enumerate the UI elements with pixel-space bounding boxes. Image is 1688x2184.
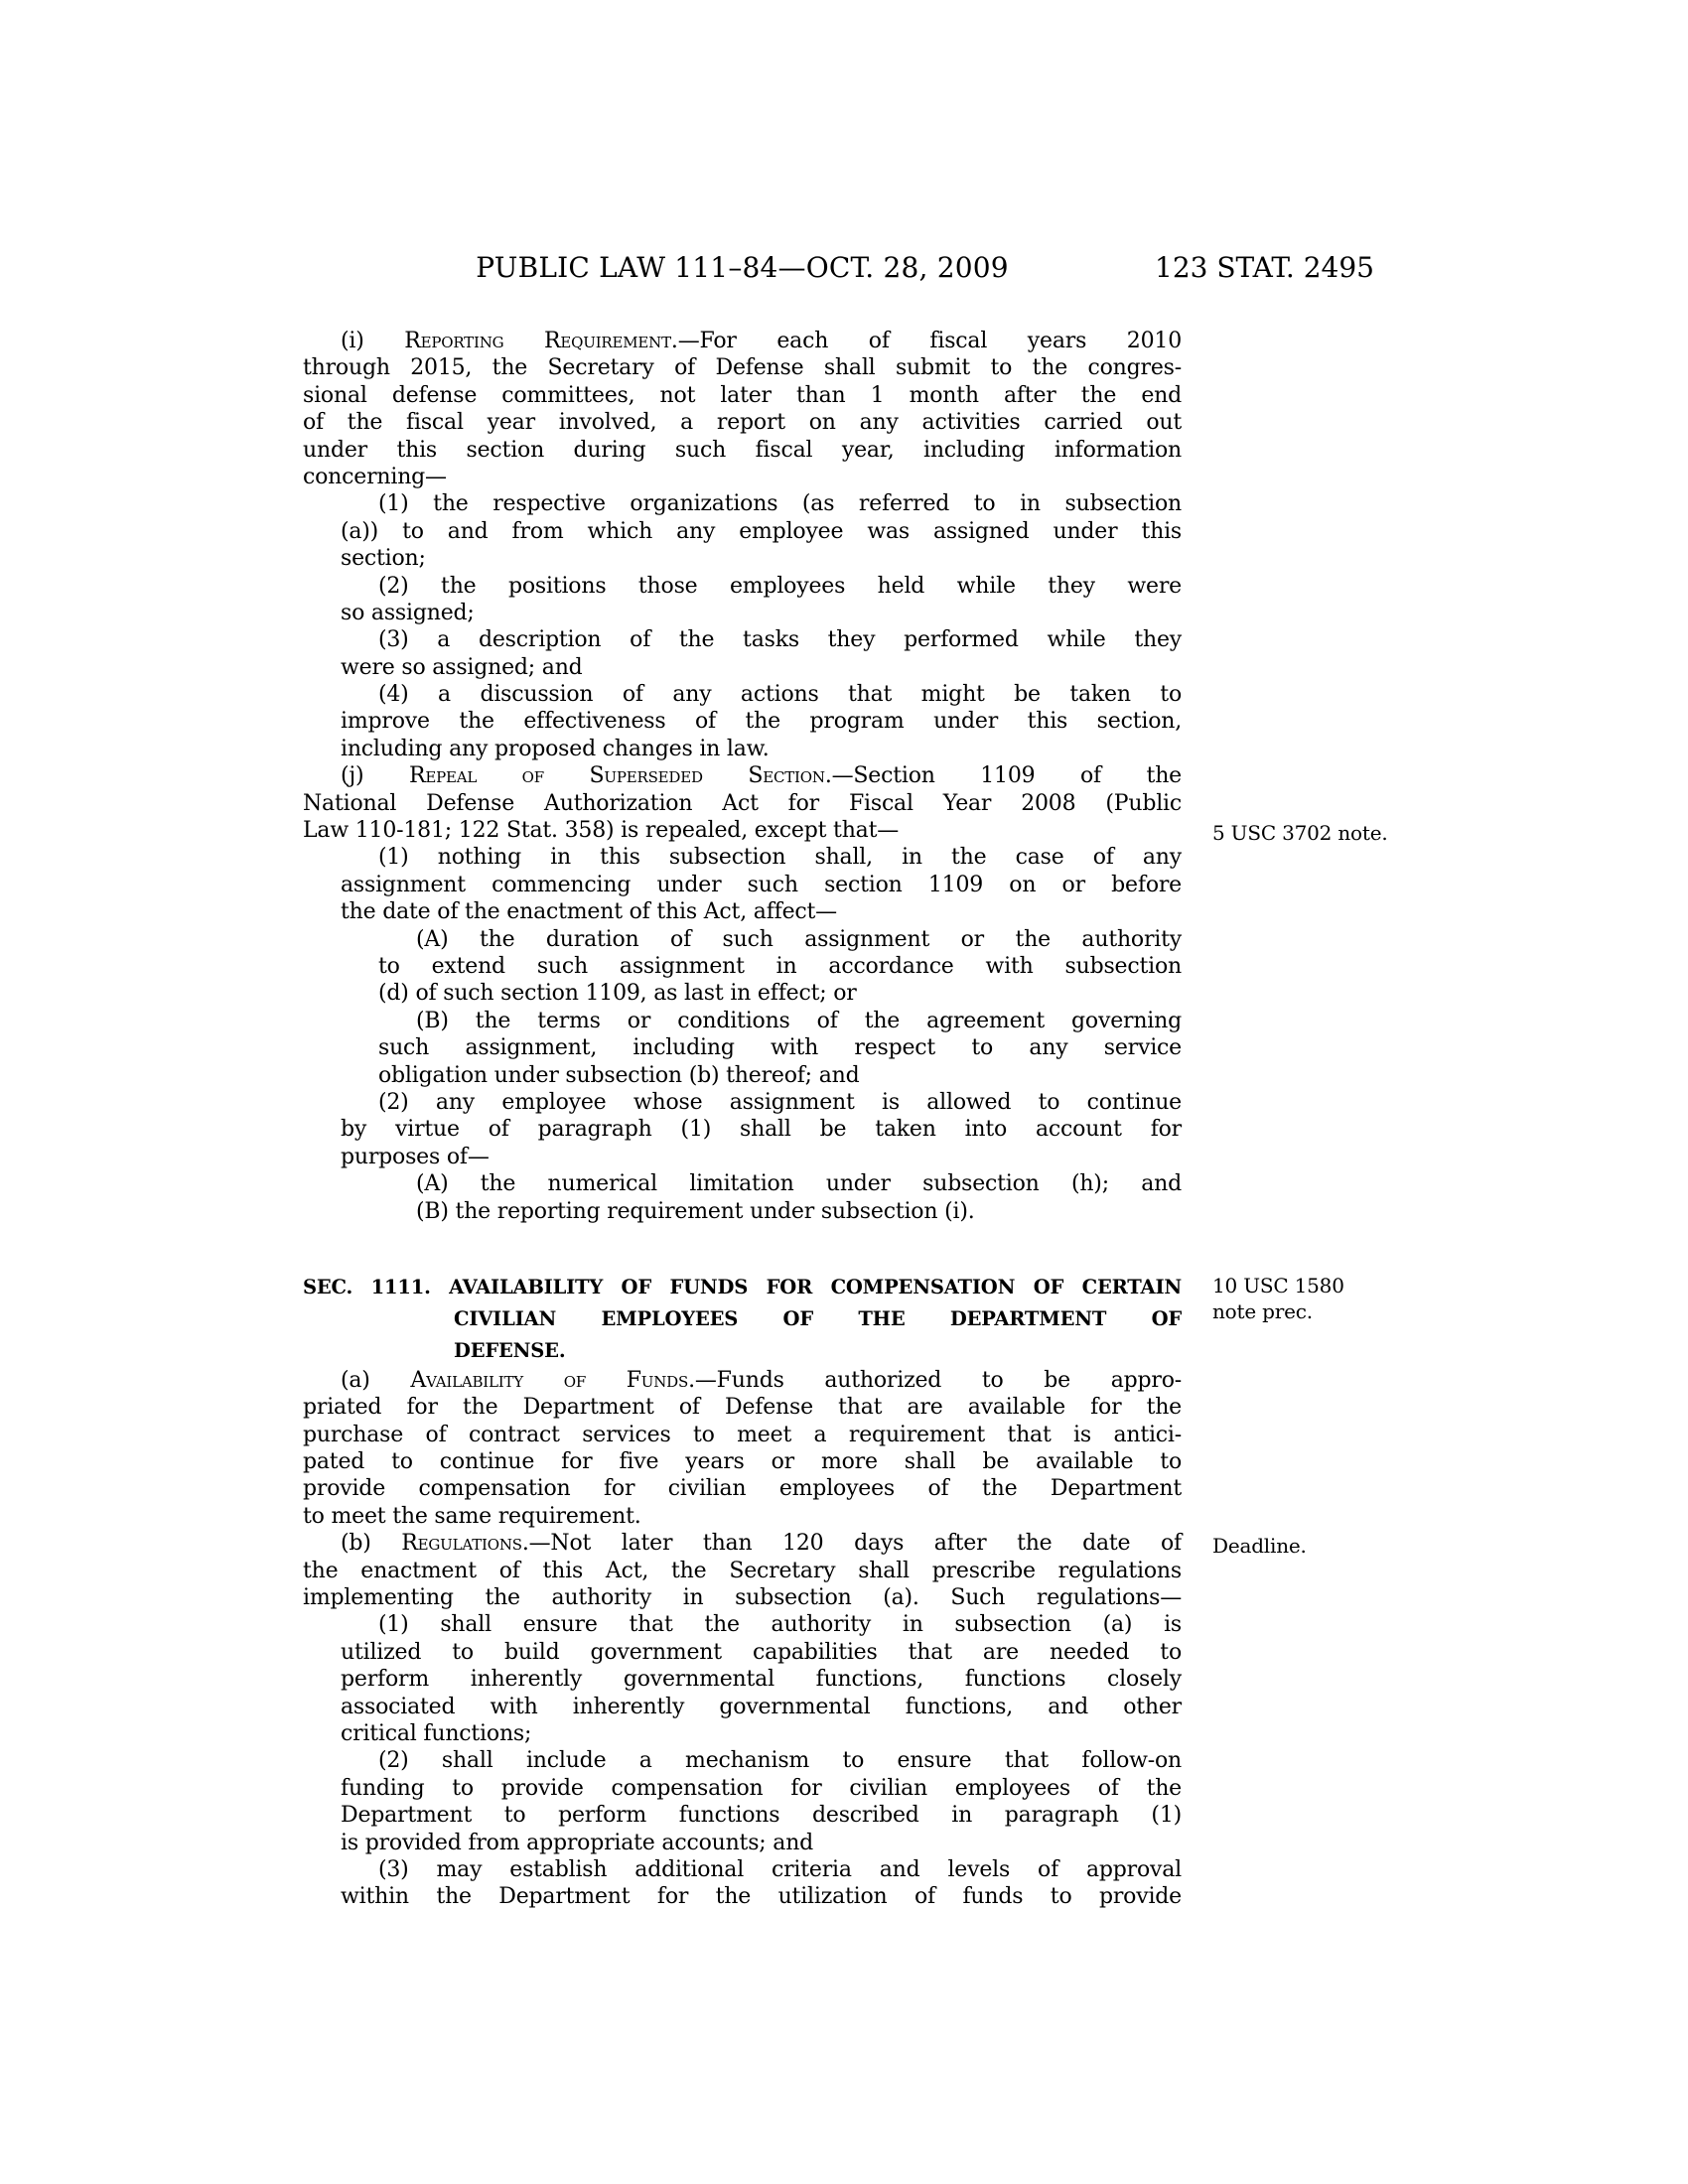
text-run: such assignment, including with respect to any service	[378, 1035, 1182, 1061]
text-line	[303, 1008, 1182, 1034]
text-run: (B) the reporting requirement under subsection (i).	[416, 1198, 975, 1224]
text-run: (A) the numerical limitation under subsection (h); and	[416, 1171, 1182, 1197]
text-run: Law 110-181; 122 Stat. 358) is repealed, except that—	[303, 818, 900, 844]
text-line	[303, 817, 1182, 844]
text-line	[303, 681, 1182, 708]
text-run: (1) shall ensure that the authority in subsection (a) is	[378, 1612, 1182, 1638]
text-run: obligation under subsection (b) thereof; and	[378, 1062, 860, 1088]
text-line	[303, 1720, 1182, 1747]
text-run: (2) shall include a mechanism to ensure that follow-on	[378, 1748, 1182, 1774]
text-line	[303, 1475, 1182, 1502]
text-line	[303, 953, 1182, 980]
text-line	[303, 490, 1182, 517]
text-run: (3) may establish additional criteria and levels of approval	[378, 1856, 1182, 1882]
margin-note-usc-3702: 5 USC 3702 note.	[1212, 821, 1388, 845]
text-line	[303, 1883, 1182, 1910]
text-run: purposes of—	[341, 1144, 490, 1169]
text-run: .—Section 1109 of the	[824, 763, 1182, 789]
text-line	[303, 1170, 1182, 1197]
text-run: is provided from appropriate accounts; and	[341, 1830, 814, 1855]
text-run: (B) the terms or conditions of the agreement governing	[416, 1008, 1182, 1033]
text-line	[303, 762, 1182, 789]
text-line	[303, 708, 1182, 735]
text-line	[303, 1856, 1182, 1883]
text-run: the enactment of this Act, the Secretary shall prescribe regulations	[303, 1558, 1182, 1583]
text-run: (4) a discussion of any actions that might be taken to	[378, 682, 1182, 708]
text-run: implementing the authority in subsection (a). Such regulations—	[303, 1585, 1182, 1611]
text-line	[303, 1611, 1182, 1638]
text-line	[303, 1584, 1182, 1611]
text-run: (2) the positions those employees held while they were	[378, 573, 1182, 599]
text-line	[303, 1639, 1182, 1666]
text-line	[303, 1394, 1182, 1421]
text-run: (a)) to and from which any employee was assigned under this	[341, 518, 1182, 544]
running-head-title: PUBLIC LAW 111–84—OCT. 28, 2009	[476, 251, 1009, 284]
text-line	[303, 354, 1182, 381]
text-run: critical functions;	[341, 1720, 532, 1746]
text-run: utilized to build government capabilities that are needed to	[341, 1639, 1182, 1665]
small-caps-run: Reporting Requirement	[404, 329, 671, 353]
text-run: (1) the respective organizations (as referred to in subsection	[378, 491, 1182, 517]
section-heading-line	[303, 1303, 1182, 1335]
text-line	[303, 1747, 1182, 1774]
text-run: to meet the same requirement.	[303, 1503, 641, 1529]
text-line	[303, 1775, 1182, 1802]
section-heading-line	[303, 1272, 1182, 1303]
text-run: (3) a description of the tasks they performed while they	[378, 627, 1182, 653]
text-line	[303, 1503, 1182, 1530]
text-line	[303, 1422, 1182, 1448]
text-line	[303, 1198, 1182, 1225]
text-run: CIVILIAN EMPLOYEES OF THE DEPARTMENT OF	[454, 1306, 1182, 1330]
text-line	[303, 626, 1182, 653]
text-run: section;	[341, 546, 426, 572]
text-line	[303, 1530, 1182, 1557]
text-run: the date of the enactment of this Act, affect—	[341, 899, 837, 925]
text-line	[303, 1034, 1182, 1061]
text-line	[303, 545, 1182, 572]
text-run: SEC. 1111. AVAILABILITY OF FUNDS FOR COMPENSATION OF CERTAIN	[303, 1275, 1182, 1298]
text-run: DEFENSE.	[454, 1338, 566, 1362]
text-run: funding to provide compensation for civilian employees of the	[341, 1775, 1182, 1801]
text-line	[303, 600, 1182, 626]
text-run: pated to continue for five years or more shall be available to	[303, 1449, 1182, 1475]
text-run: by virtue of paragraph (1) shall be taken into account for	[341, 1117, 1182, 1143]
small-caps-run: Availability of Funds	[410, 1367, 689, 1393]
text-line	[303, 654, 1182, 681]
text-line	[303, 573, 1182, 600]
text-run: improve the effectiveness of the program under this section,	[341, 709, 1182, 735]
text-run: .—For each of fiscal years 2010	[670, 329, 1182, 353]
text-run: (a)	[341, 1367, 411, 1393]
text-run: including any proposed changes in law.	[341, 736, 770, 761]
text-line	[303, 1089, 1182, 1116]
text-line	[303, 328, 1182, 354]
text-line	[303, 1802, 1182, 1829]
text-line	[303, 437, 1182, 464]
text-run: perform inherently governmental functions, functions closely	[341, 1667, 1182, 1693]
document-body	[303, 328, 1182, 1911]
text-run: concerning—	[303, 464, 447, 489]
margin-note-usc-1580	[1212, 1273, 1461, 1324]
text-run: associated with inherently governmental functions, and other	[341, 1694, 1182, 1719]
text-run: were so assigned; and	[341, 654, 583, 680]
small-caps-run: Regulations	[401, 1531, 522, 1557]
text-run: .—Not later than 120 days after the date of	[521, 1531, 1182, 1557]
text-line	[303, 1448, 1182, 1475]
text-line	[303, 980, 1182, 1007]
text-line	[303, 926, 1182, 953]
text-run: sional defense committees, not later than 1 month after the end	[303, 382, 1182, 408]
section-heading-line	[303, 1335, 1182, 1367]
text-line	[303, 1367, 1182, 1394]
text-line	[303, 409, 1182, 436]
text-line	[303, 898, 1182, 925]
text-line	[303, 1558, 1182, 1584]
text-line	[303, 464, 1182, 490]
text-run: (b)	[341, 1531, 402, 1557]
text-line	[303, 382, 1182, 409]
small-caps-run: Repeal of Superseded Section	[408, 763, 825, 789]
text-run: purchase of contract services to meet a requirement that is antici-	[303, 1422, 1182, 1447]
text-run: (A) the duration of such assignment or the authority	[416, 926, 1182, 952]
text-run: .—Funds authorized to be appro-	[688, 1367, 1182, 1393]
text-line	[303, 1116, 1182, 1143]
text-run: National Defense Authorization Act for Fiscal Year 2008 (Public	[303, 790, 1182, 816]
text-run: of the fiscal year involved, a report on any activities carried out	[303, 410, 1182, 436]
text-run: through 2015, the Secretary of Defense shall submit to the congres-	[303, 355, 1182, 381]
text-run: (i)	[341, 329, 405, 353]
text-run: Department to perform functions described in paragraph (1)	[341, 1803, 1182, 1829]
text-run: assignment commencing under such section 1109 on or before	[341, 872, 1182, 897]
text-line	[303, 1666, 1182, 1693]
running-head-page-number: 123 STAT. 2495	[1155, 251, 1374, 284]
text-line	[303, 844, 1182, 871]
margin-note-usc-1580-line2: note prec.	[1212, 1299, 1313, 1323]
text-line	[303, 518, 1182, 545]
text-line	[303, 1830, 1182, 1856]
text-line	[303, 1694, 1182, 1720]
text-line	[303, 790, 1182, 817]
text-run: provide compensation for civilian employees of the Department	[303, 1476, 1182, 1502]
text-line	[303, 872, 1182, 898]
text-run: to extend such assignment in accordance with subsection	[378, 953, 1182, 979]
text-run: within the Department for the utilization of funds to provide	[341, 1884, 1182, 1910]
text-run: (2) any employee whose assignment is allowed to continue	[378, 1089, 1182, 1115]
text-run: so assigned;	[341, 600, 475, 625]
text-run: (1) nothing in this subsection shall, in the case of any	[378, 845, 1182, 871]
text-line	[303, 1144, 1182, 1170]
margin-note-usc-1580-line1: 10 USC 1580	[1212, 1274, 1344, 1297]
text-run: (j)	[341, 763, 409, 789]
text-run: priated for the Department of Defense that are available for the	[303, 1395, 1182, 1421]
text-run: (d) of such section 1109, as last in effect; or	[378, 981, 857, 1007]
text-line	[303, 736, 1182, 762]
text-run: under this section during such fiscal year, including information	[303, 437, 1182, 463]
text-line	[303, 1062, 1182, 1089]
margin-note-deadline: Deadline.	[1212, 1534, 1307, 1558]
